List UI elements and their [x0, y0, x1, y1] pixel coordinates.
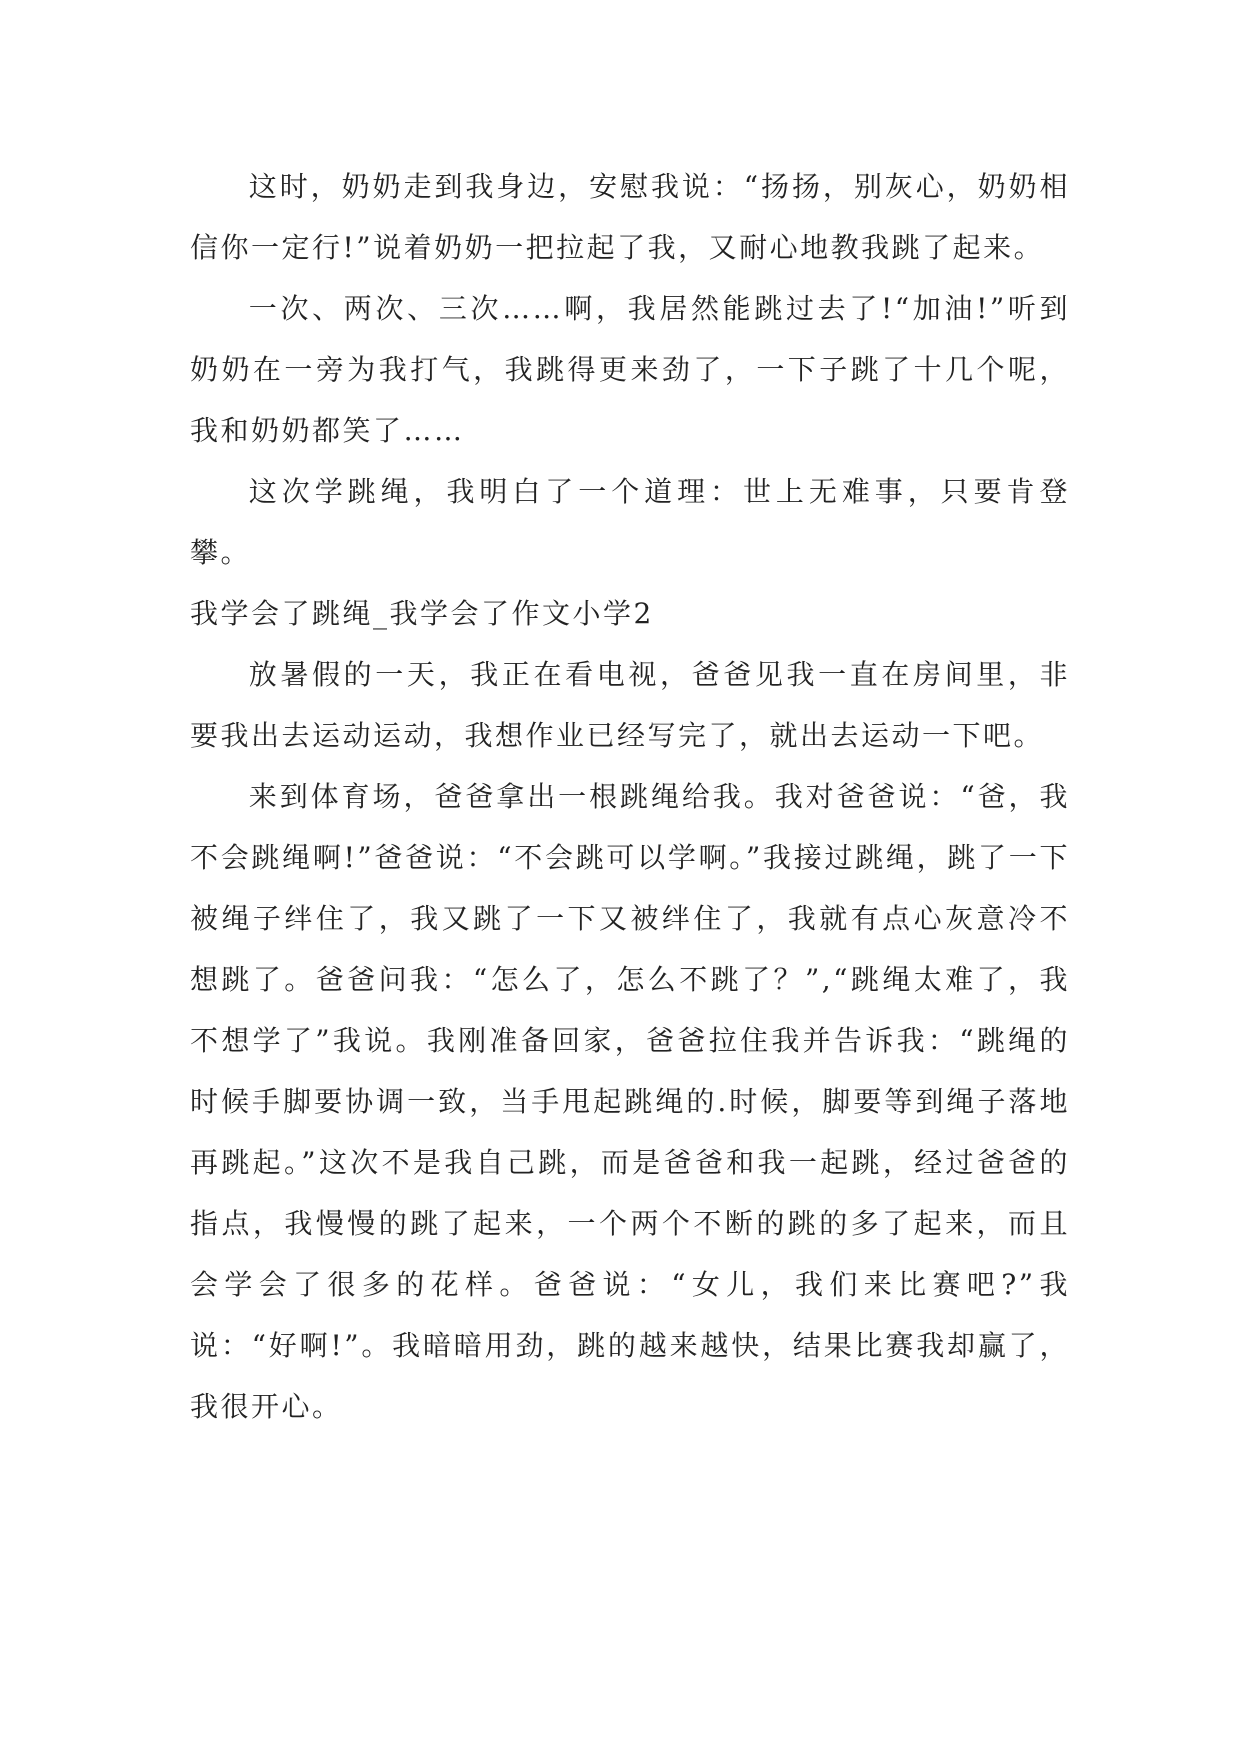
- paragraph-jump-success: 一次、两次、三次……啊，我居然能跳过去了!“加油!”听到奶奶在一旁为我打气，我跳得更来劲了，一下子跳了十几个呢，我和奶奶都笑了……: [190, 292, 1070, 447]
- paragraph-grandma-comforts: 这时，奶奶走到我身边，安慰我说：“扬扬，别灰心，奶奶相信你一定行!”说着奶奶一把拉起了我，又耐心地教我跳了起来。: [190, 170, 1070, 264]
- document-body: [190, 156, 1070, 1437]
- paragraph-lesson-learned: 这次学跳绳，我明白了一个道理：世上无难事，只要肯登攀。: [190, 475, 1070, 569]
- paragraph-stadium-practice: 来到体育场，爸爸拿出一根跳绳给我。我对爸爸说：“爸，我不会跳绳啊!”爸爸说：“不会跳可以学啊。”我接过跳绳，跳了一下被绳子绊住了，我又跳了一下又被绊住了，我就有点心灰意冷不想跳了。爸爸问我：“怎么了，怎么不跳了？”,“跳绳太难了，我不想学了”我说。我刚准备回家，爸爸拉住我并告诉我：“跳绳的时候手脚要协调一致，当手甩起跳绳的.时候，脚要等到绳子落地再跳起。”这次不是我自己跳，而是爸爸和我一起跳，经过爸爸的指点，我慢慢的跳了起来，一个两个不断的跳的多了起来，而且会学会了很多的花样。爸爸说：“女儿，我们来比赛吧?”我说：“好啊!”。我暗暗用劲，跳的越来越快，结果比赛我却赢了，我很开心。: [190, 780, 1070, 1423]
- paragraph-summer-day: 放暑假的一天，我正在看电视，爸爸见我一直在房间里，非要我出去运动运动，我想作业已经写完了，就出去运动一下吧。: [190, 658, 1070, 752]
- section-heading: 我学会了跳绳_我学会了作文小学2: [190, 597, 654, 630]
